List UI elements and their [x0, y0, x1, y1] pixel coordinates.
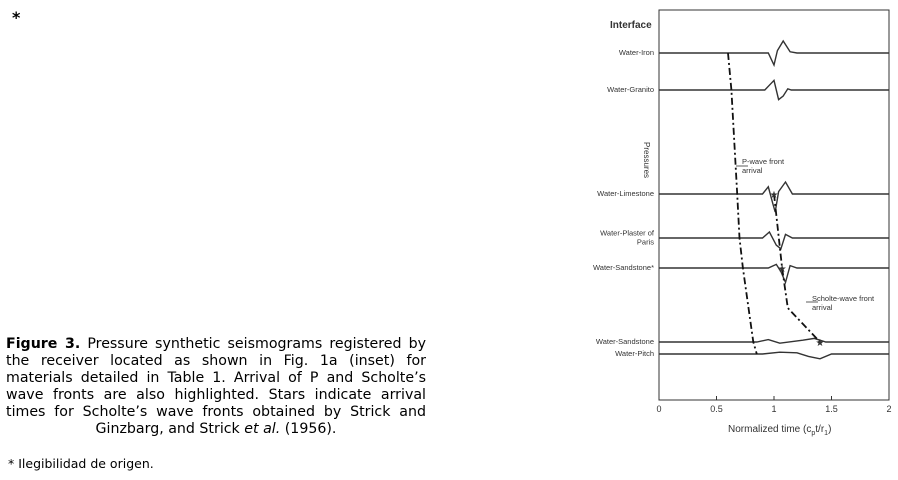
caption-text-1: Pressure synthetic seismograms registered by the receiver located as shown in Fig. 1a (inset) for materials detailed in Table 1. Arrival of P and Scholte’s wave fronts are also highlighted. Stars indicate arrival times for Scholte’s wave fronts obtained by Strick and Ginzbarg, and Strick	[6, 336, 427, 437]
scholte-star-group	[770, 190, 825, 349]
trace-5	[659, 264, 889, 282]
x-tick-label-3: 1	[771, 404, 777, 414]
trace-1	[659, 41, 889, 65]
scholte-star-1: ★	[769, 190, 779, 201]
x-tick-label-2: 0.5	[710, 404, 723, 414]
header-asterisk: *	[12, 8, 21, 27]
scholte-star-2: ★	[777, 264, 787, 275]
scholte-annotation-line2: arrival	[812, 303, 833, 312]
trace-6	[659, 338, 889, 343]
trace-label-2: Water-Granito	[607, 85, 654, 94]
p-wave-annotation-line1: P-wave front	[742, 157, 785, 166]
x-tick-label-4: 1.5	[825, 404, 838, 414]
scholte-annotation-line1: Scholte-wave front	[812, 294, 875, 303]
caption-italic: et al.	[244, 421, 281, 437]
p-wave-front-line	[728, 53, 757, 354]
seismogram-figure	[580, 8, 898, 450]
trace-label-group	[593, 48, 655, 358]
trace-label-7: Water-Pitch	[615, 349, 654, 358]
y-axis-label: Pressures	[642, 141, 651, 179]
footnote: * Ilegibilidad de origen.	[8, 456, 154, 471]
figure-label: Figure 3.	[6, 336, 81, 352]
x-tick-label-1: 0	[656, 404, 662, 414]
trace-2	[659, 80, 889, 99]
trace-label-4: Paris	[636, 237, 654, 247]
trace-label-5: Water-Sandstone*	[592, 263, 654, 272]
x-axis-label: Normalized time $(c_pt/r_1)$	[728, 424, 832, 437]
figure-caption	[6, 336, 426, 438]
trace-4	[659, 232, 889, 249]
trace-label-1: Water-Iron	[618, 48, 654, 57]
x-tick-group	[656, 396, 891, 414]
trace-label-4: Water-Plaster of	[600, 228, 654, 238]
x-tick-label-5: 2	[886, 404, 892, 414]
p-wave-annotation-line2: arrival	[742, 166, 763, 175]
trace-label-3: Water-Limestone	[597, 189, 654, 198]
caption-text-2: (1956).	[280, 421, 337, 437]
interface-header: Interface	[610, 20, 652, 31]
trace-label-6: Water-Sandstone	[595, 337, 654, 346]
scholte-star-3: ★	[815, 338, 825, 349]
trace-7	[659, 352, 889, 359]
